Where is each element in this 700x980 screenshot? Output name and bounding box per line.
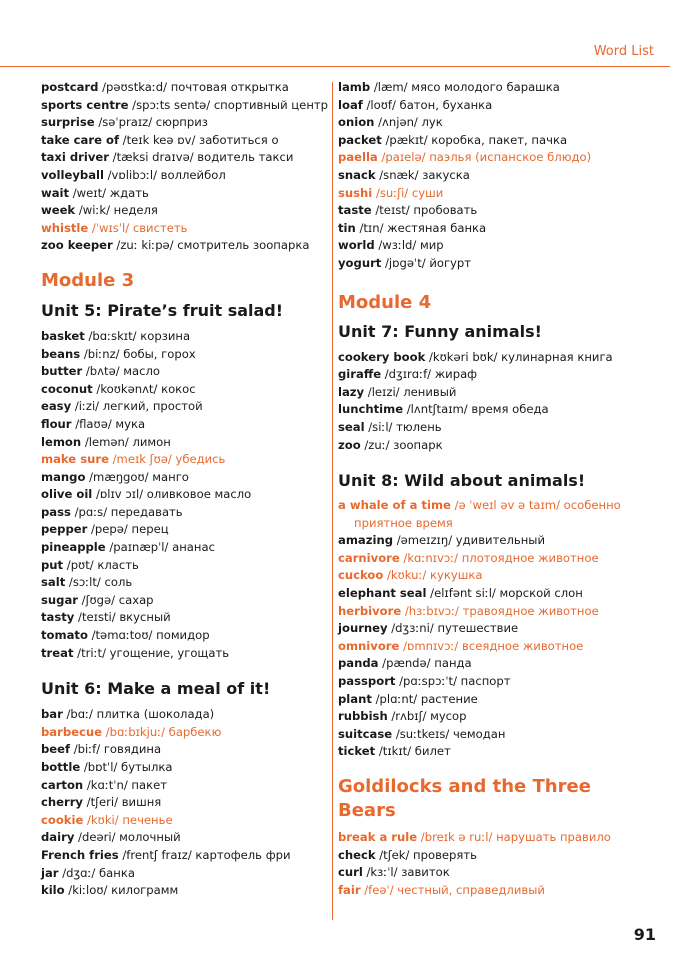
word-entry <box>338 655 648 673</box>
entry-word: jar <box>41 865 59 880</box>
entry-list <box>338 349 648 455</box>
entry-transcription-translation: /flaʊə/ мука <box>71 416 146 431</box>
entry-transcription-translation: /bɑːbɪkjuː/ барбекю <box>102 724 222 739</box>
entry-list <box>338 829 648 899</box>
entry-word: pineapple <box>41 540 106 555</box>
entry-word: taxi driver <box>41 150 109 165</box>
entry-transcription-translation: /tɪkɪt/ билет <box>375 744 451 759</box>
entry-transcription-translation: /səˈpraɪz/ сюрприз <box>94 115 208 130</box>
header-rule <box>0 66 670 67</box>
entry-transcription-translation: /sɔːlt/ соль <box>65 575 133 590</box>
entry-transcription-translation: /ə ˈweɪl əv ə taɪm/ особенно приятное время <box>354 498 621 530</box>
entry-list <box>338 79 648 273</box>
goldilocks-title: Goldilocks and the Three Bears <box>338 776 591 821</box>
entry-word: pass <box>41 504 71 519</box>
entry-word: easy <box>41 399 72 414</box>
entry-word: ticket <box>338 744 376 759</box>
right-column <box>338 79 648 899</box>
word-entry <box>41 759 325 777</box>
entry-word: elephant seal <box>338 586 427 601</box>
entry-transcription-translation: /pɑːs/ передавать <box>70 504 183 519</box>
entry-word: yogurt <box>338 255 382 270</box>
word-entry <box>41 451 325 469</box>
entry-transcription-translation: /dʒɪrɑːf/ жираф <box>381 367 478 382</box>
word-entry <box>41 328 325 346</box>
entry-transcription-translation: /lemən/ лимон <box>81 434 171 449</box>
entry-transcription-translation: /kʊkəri bʊk/ кулинарная книга <box>425 349 613 364</box>
word-entry <box>338 864 648 882</box>
entry-list <box>41 328 325 662</box>
word-entry <box>338 349 648 367</box>
word-entry <box>338 79 648 97</box>
entry-word: beef <box>41 742 71 757</box>
word-entry <box>41 794 325 812</box>
entry-word: a whale of a time <box>338 498 451 513</box>
word-entry <box>338 185 648 203</box>
entry-list <box>338 497 648 761</box>
entry-transcription-translation: /tæksi draɪvə/ водитель такси <box>108 150 294 165</box>
entry-transcription-translation: /ɒmnɪvɔː/ всеядное животное <box>399 638 584 653</box>
entry-transcription-translation: /mæŋgoʊ/ манго <box>85 469 189 484</box>
entry-word: volleyball <box>41 167 104 182</box>
entry-transcription-translation: /ˈwɪsˈl/ свистеть <box>88 220 188 235</box>
entry-transcription-translation: /elɪfənt siːl/ морской слон <box>426 586 583 601</box>
entry-transcription-translation: /læm/ мясо молодого барашка <box>370 80 560 94</box>
word-entry <box>41 557 325 575</box>
entry-transcription-translation: /kʊki/ печенье <box>83 812 173 827</box>
entry-word: whistle <box>41 220 89 235</box>
entry-word: taste <box>338 203 372 218</box>
word-entry <box>338 97 648 115</box>
entry-word: postcard <box>41 80 99 94</box>
word-entry <box>41 865 325 883</box>
entry-transcription-translation: /spɔːts sentə/ спортивный центр <box>128 97 329 112</box>
word-entry <box>41 539 325 557</box>
entry-transcription-translation: /tɪn/ жестяная банка <box>355 220 487 235</box>
entry-transcription-translation: /pəʊstkaːd/ почтовая открытка <box>98 80 289 94</box>
entry-transcription-translation: /teɪsti/ вкусный <box>74 610 171 625</box>
word-entry <box>338 384 648 402</box>
word-entry <box>338 132 648 150</box>
entry-word: pepper <box>41 522 88 537</box>
entry-transcription-translation: /rʌbɪʃ/ мусор <box>387 709 467 724</box>
entry-transcription-translation: /hɜːbɪvɔː/ травоядное животное <box>401 603 599 618</box>
left-column <box>41 79 329 900</box>
entry-word: basket <box>41 328 85 343</box>
entry-word: packet <box>338 132 382 147</box>
entry-word: treat <box>41 645 74 660</box>
entry-transcription-translation: /biːnz/ бобы, горох <box>80 346 196 361</box>
entry-transcription-translation: /triːt/ угощение, угощать <box>73 645 230 660</box>
entry-transcription-translation: /frentʃ fraɪz/ картофель фри <box>118 847 291 862</box>
unit-7-title: Unit 7: Funny animals! <box>338 321 542 341</box>
unit-8-title: Unit 8: Wild about animals! <box>338 471 586 491</box>
entry-word: lemon <box>41 434 82 449</box>
entry-transcription-translation: /weɪt/ ждать <box>69 185 149 200</box>
entry-word: week <box>41 203 76 218</box>
entry-transcription-translation: /dʒɜːni/ путешествие <box>387 621 519 636</box>
module-4-title: Module 4 <box>338 291 432 313</box>
entry-transcription-translation: /siːl/ тюлень <box>364 419 442 434</box>
entry-word: beans <box>41 346 81 361</box>
entry-word: cherry <box>41 795 83 810</box>
entry-transcription-translation: /bɒtˈl/ бутылка <box>80 760 173 774</box>
entry-word: world <box>338 238 375 253</box>
entry-transcription-translation: /təmɑːtoʊ/ помидор <box>87 628 210 643</box>
word-entry <box>338 437 648 455</box>
word-entry <box>41 167 325 185</box>
word-entry <box>338 829 648 847</box>
entry-word: panda <box>338 656 379 671</box>
word-entry <box>338 691 648 709</box>
entry-word: kilo <box>41 883 65 898</box>
entry-word: lunchtime <box>338 402 404 417</box>
entry-word: omnivore <box>338 638 400 653</box>
entry-transcription-translation: /feəˈ/ честный, справедливый <box>360 882 545 897</box>
entry-word: cookery book <box>338 349 426 364</box>
word-entry <box>41 97 329 115</box>
entry-word: French fries <box>41 847 119 862</box>
entry-word: sports centre <box>41 97 129 112</box>
entry-word: butter <box>41 364 83 379</box>
entry-word: carnivore <box>338 550 400 565</box>
word-entry <box>41 185 325 203</box>
word-entry <box>338 847 648 865</box>
word-entry <box>41 237 325 255</box>
entry-word: passport <box>338 674 396 689</box>
entry-word: coconut <box>41 381 93 396</box>
word-entry <box>41 521 325 539</box>
entry-word: paella <box>338 150 378 165</box>
word-entry <box>41 882 325 900</box>
entry-word: cookie <box>41 812 84 827</box>
word-entry <box>338 237 648 255</box>
word-entry <box>41 592 325 610</box>
entry-word: zoo keeper <box>41 238 113 253</box>
entry-word: suitcase <box>338 726 393 741</box>
entry-word: flour <box>41 416 72 431</box>
entry-transcription-translation: /wɜːld/ мир <box>374 238 444 253</box>
entry-word: lazy <box>338 384 365 399</box>
entry-transcription-translation: /deəri/ молочный <box>74 830 181 845</box>
entry-word: break a rule <box>338 830 418 844</box>
entry-transcription-translation: /zuː/ зоопарк <box>360 437 443 452</box>
word-entry <box>338 220 648 238</box>
word-entry <box>338 673 648 691</box>
word-entry <box>41 398 325 416</box>
word-entry <box>41 469 325 487</box>
entry-transcription-translation: /plɑːnt/ растение <box>371 691 478 706</box>
word-entry <box>338 255 648 273</box>
entry-transcription-translation: /ʌnjən/ лук <box>374 115 443 130</box>
word-entry <box>338 620 648 638</box>
word-entry <box>41 645 325 663</box>
entry-list <box>41 79 329 255</box>
entry-list <box>41 706 325 900</box>
entry-transcription-translation: /kiːloʊ/ килограмм <box>64 883 179 898</box>
entry-transcription-translation: /meɪk ʃʊə/ убедись <box>108 452 226 467</box>
entry-word: sushi <box>338 185 373 200</box>
entry-transcription-translation: /koʊkənʌt/ кокос <box>92 381 196 396</box>
entry-word: bar <box>41 707 63 722</box>
entry-word: make sure <box>41 452 109 467</box>
word-entry <box>41 741 325 759</box>
header-label: Word List <box>593 44 654 59</box>
module-3-title: Module 3 <box>41 269 135 291</box>
entry-transcription-translation: /pɑːspɔːˈt/ паспорт <box>395 674 511 689</box>
word-entry <box>338 202 648 220</box>
column-divider <box>332 82 333 920</box>
entry-transcription-translation: /wiːk/ неделя <box>75 203 158 218</box>
word-entry <box>41 202 325 220</box>
word-entry <box>338 114 648 132</box>
word-entry <box>41 812 325 830</box>
entry-transcription-translation: /kɑːnɪvɔː/ плотоядное животное <box>399 550 599 565</box>
entry-word: giraffe <box>338 367 382 382</box>
entry-transcription-translation: /kɑːtˈn/ пакет <box>83 777 168 792</box>
entry-word: loaf <box>338 97 363 112</box>
entry-transcription-translation: /zuː kiːpə/ смотритель зоопарка <box>112 238 310 253</box>
entry-transcription-translation: /leɪzi/ ленивый <box>364 384 457 399</box>
entry-transcription-translation: /ʃʊgə/ сахар <box>78 592 154 607</box>
entry-word: amazing <box>338 533 394 548</box>
word-entry <box>338 743 648 761</box>
entry-transcription-translation: /teɪst/ пробовать <box>371 203 478 218</box>
entry-transcription-translation: /pændə/ панда <box>378 656 472 671</box>
word-entry <box>41 363 325 381</box>
word-entry <box>338 419 648 437</box>
entry-word: surprise <box>41 115 95 130</box>
word-entry <box>41 346 325 364</box>
word-entry <box>41 79 325 97</box>
entry-word: fair <box>338 882 361 897</box>
entry-transcription-translation: /tʃeri/ вишня <box>82 795 162 810</box>
unit-5-title: Unit 5: Pirate’s fruit salad! <box>41 300 284 320</box>
entry-word: salt <box>41 575 66 590</box>
entry-transcription-translation: /vɒlibɔːl/ воллейбол <box>103 167 226 182</box>
page-number: 91 <box>633 925 656 944</box>
word-entry <box>338 567 648 585</box>
word-entry <box>41 114 325 132</box>
word-entry <box>41 220 325 238</box>
entry-word: tomato <box>41 628 88 643</box>
word-entry <box>338 585 648 603</box>
entry-transcription-translation: /pʊt/ класть <box>63 557 139 572</box>
entry-transcription-translation: /pepə/ перец <box>87 522 169 537</box>
word-entry <box>338 550 648 568</box>
entry-transcription-translation: /breɪk ə ruːl/ нарушать правило <box>417 830 611 844</box>
entry-transcription-translation: /snæk/ закуска <box>375 167 470 182</box>
word-entry <box>338 708 648 726</box>
word-entry <box>41 847 325 865</box>
entry-transcription-translation: /biːf/ говядина <box>70 742 162 757</box>
entry-word: lamb <box>338 80 371 94</box>
entry-word: mango <box>41 469 86 484</box>
word-entry <box>338 167 648 185</box>
entry-transcription-translation: /bɑː/ плитка (шоколада) <box>62 707 215 722</box>
unit-6-title: Unit 6: Make a meal of it! <box>41 679 271 699</box>
word-entry <box>338 149 648 167</box>
word-entry <box>338 603 648 621</box>
word-entry <box>41 609 325 627</box>
entry-word: take care of <box>41 132 119 147</box>
entry-transcription-translation: /jɒgəˈt/ йогурт <box>381 255 472 270</box>
word-entry <box>338 882 648 900</box>
entry-word: check <box>338 847 376 862</box>
entry-word: rubbish <box>338 709 388 724</box>
word-entry <box>338 638 648 656</box>
entry-word: snack <box>338 167 376 182</box>
entry-transcription-translation: /kʊkuː/ кукушка <box>383 568 483 583</box>
entry-word: seal <box>338 419 365 434</box>
entry-word: sugar <box>41 592 78 607</box>
entry-transcription-translation: /lʌntʃtaɪm/ время обеда <box>403 402 549 417</box>
entry-word: barbecue <box>41 724 102 739</box>
word-entry <box>41 829 325 847</box>
word-entry <box>41 149 325 167</box>
word-entry <box>41 706 325 724</box>
entry-word: wait <box>41 185 70 200</box>
entry-word: put <box>41 557 64 572</box>
entry-word: tasty <box>41 610 75 625</box>
entry-transcription-translation: /bɑːskɪt/ корзина <box>84 328 191 343</box>
word-entry <box>41 627 325 645</box>
entry-transcription-translation: /loʊf/ батон, буханка <box>362 97 493 112</box>
word-entry <box>41 574 325 592</box>
entry-transcription-translation: /kɜːˈl/ завиток <box>362 865 450 880</box>
entry-transcription-translation: /pækɪt/ коробка, пакет, пачка <box>381 132 568 147</box>
entry-transcription-translation: /bʌtə/ масло <box>82 364 161 379</box>
word-entry <box>41 132 325 150</box>
word-entry <box>41 434 325 452</box>
word-entry <box>338 532 648 550</box>
word-entry <box>338 726 648 744</box>
entry-transcription-translation: /paɪnæpˈl/ ананас <box>105 540 215 555</box>
word-entry <box>41 416 325 434</box>
entry-transcription-translation: /əmeɪzɪŋ/ удивительный <box>393 533 545 548</box>
entry-transcription-translation: /iːzi/ легкий, простой <box>71 399 203 414</box>
entry-word: cuckoo <box>338 568 384 583</box>
word-entry <box>41 504 325 522</box>
entry-word: plant <box>338 691 372 706</box>
entry-transcription-translation: /suːtkeɪs/ чемодан <box>392 726 506 741</box>
entry-transcription-translation: /paɪelə/ паэлья (испанское блюдо) <box>377 150 592 165</box>
word-entry <box>41 381 325 399</box>
entry-word: zoo <box>338 437 361 452</box>
entry-transcription-translation: /teɪk keə ɒv/ заботиться о <box>119 132 279 147</box>
entry-word: curl <box>338 865 363 880</box>
entry-transcription-translation: /tʃek/ проверять <box>375 847 477 862</box>
entry-transcription-translation: /suːʃi/ суши <box>372 185 444 200</box>
entry-word: tin <box>338 220 356 235</box>
word-entry <box>338 401 648 419</box>
entry-word: olive oil <box>41 487 93 502</box>
word-entry <box>41 724 325 742</box>
entry-transcription-translation: /ɒlɪv ɔɪl/ оливковое масло <box>92 487 252 502</box>
word-entry <box>338 497 648 532</box>
entry-word: onion <box>338 115 375 130</box>
word-entry <box>41 486 325 504</box>
entry-transcription-translation: /dʒɑː/ банка <box>58 865 135 880</box>
word-entry <box>41 777 325 795</box>
entry-word: herbivore <box>338 603 402 618</box>
entry-word: carton <box>41 777 84 792</box>
entry-word: dairy <box>41 830 75 845</box>
word-entry <box>338 366 648 384</box>
entry-word: bottle <box>41 760 81 774</box>
entry-word: journey <box>338 621 388 636</box>
